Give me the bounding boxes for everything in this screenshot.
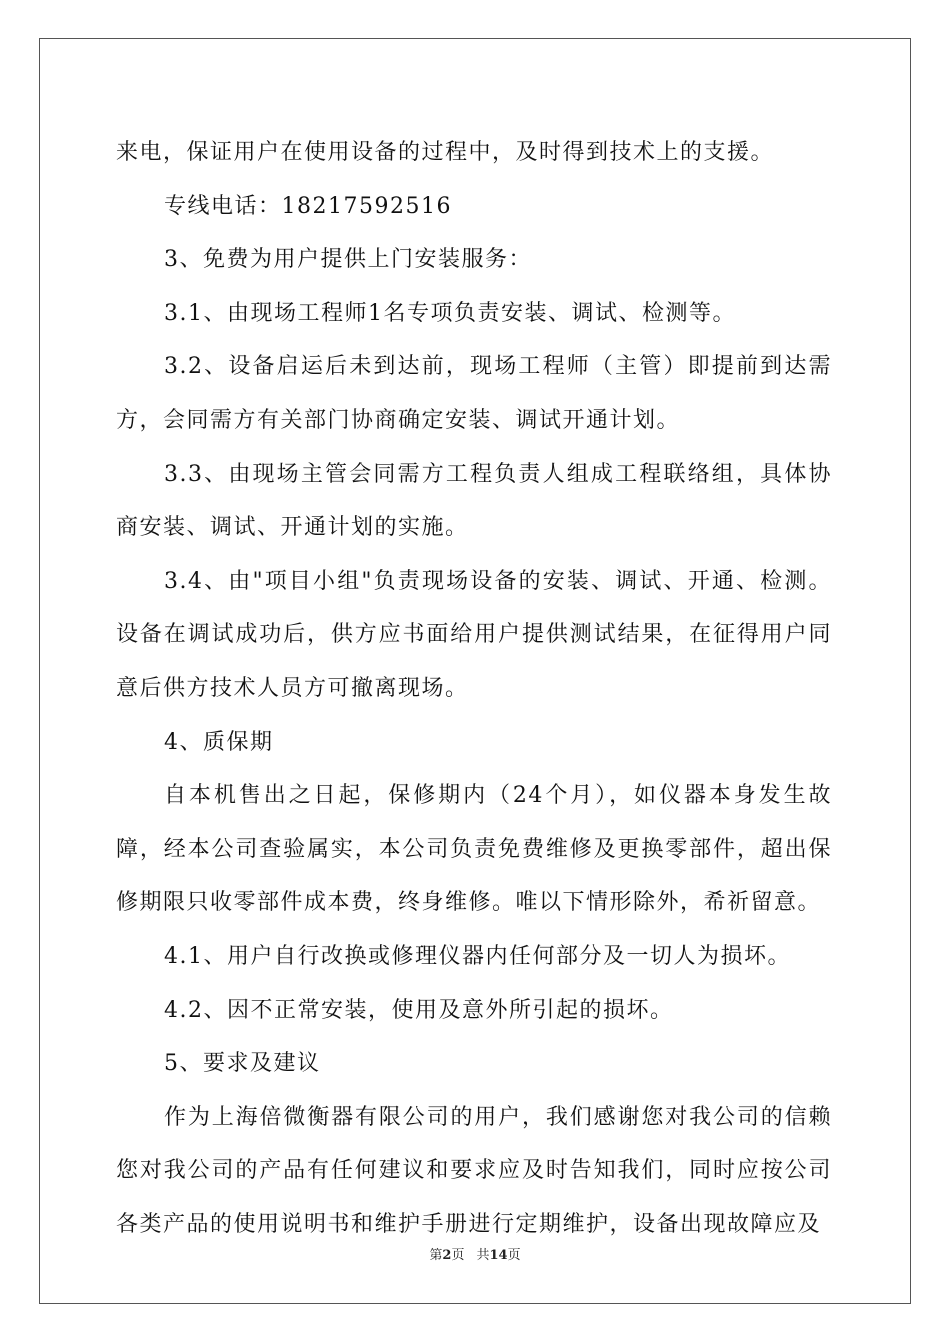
paragraph: 专线电话：18217592516 <box>164 193 452 219</box>
paragraph: 5、要求及建议 <box>164 1051 321 1077</box>
paragraph: 自本机售出之日起，保修期内（24个月），如仪器本身发生故障，经本公司查验属实，本公司负责免费维修及更换零部件，超出保修期限只收零部件成本费，终身维修。唯以下情形除外，希祈留意。 <box>116 783 832 916</box>
total-prefix: 共 <box>476 1248 490 1263</box>
paragraph: 3、免费为用户提供上门安装服务： <box>164 247 532 273</box>
document-body <box>116 126 832 1251</box>
paragraph: 3.3、由现场主管会同需方工程负责人组成工程联络组，具体协商安装、调试、开通计划的实施。 <box>116 461 832 541</box>
page-prefix: 第 <box>429 1248 443 1263</box>
paragraph: 3.2、设备启运后未到达前，现场工程师（主管）即提前到达需方，会同需方有关部门协商确定安装、调试开通计划。 <box>116 354 832 433</box>
paragraph: 3.4、由"项目小组"负责现场设备的安装、调试、开通、检测。设备在调试成功后，供方应书面给用户提供测试结果，在征得用户同意后供方技术人员方可撤离现场。 <box>116 568 832 701</box>
total-suffix: 页 <box>507 1248 521 1263</box>
paragraph: 3.1、由现场工程师1名专项负责安装、调试、检测等。 <box>164 300 736 326</box>
page-footer <box>0 1246 950 1266</box>
page-current: 2 <box>442 1248 452 1263</box>
paragraph: 作为上海倍微衡器有限公司的用户，我们感谢您对我公司的信赖您对我公司的产品有任何建议和要求应及时告知我们，同时应按公司各类产品的使用说明书和维护手册进行定期维护，设备出现故障应及 <box>116 1104 832 1237</box>
paragraph: 4.1、用户自行改换或修理仪器内任何部分及一切人为损坏。 <box>164 943 791 969</box>
paragraph: 4、质保期 <box>164 729 274 755</box>
page-total: 14 <box>489 1248 508 1263</box>
paragraph: 来电，保证用户在使用设备的过程中，及时得到技术上的支援。 <box>116 140 775 165</box>
paragraph: 4.2、因不正常安装，使用及意外所引起的损坏。 <box>164 997 674 1023</box>
page-suffix: 页 <box>451 1248 465 1263</box>
